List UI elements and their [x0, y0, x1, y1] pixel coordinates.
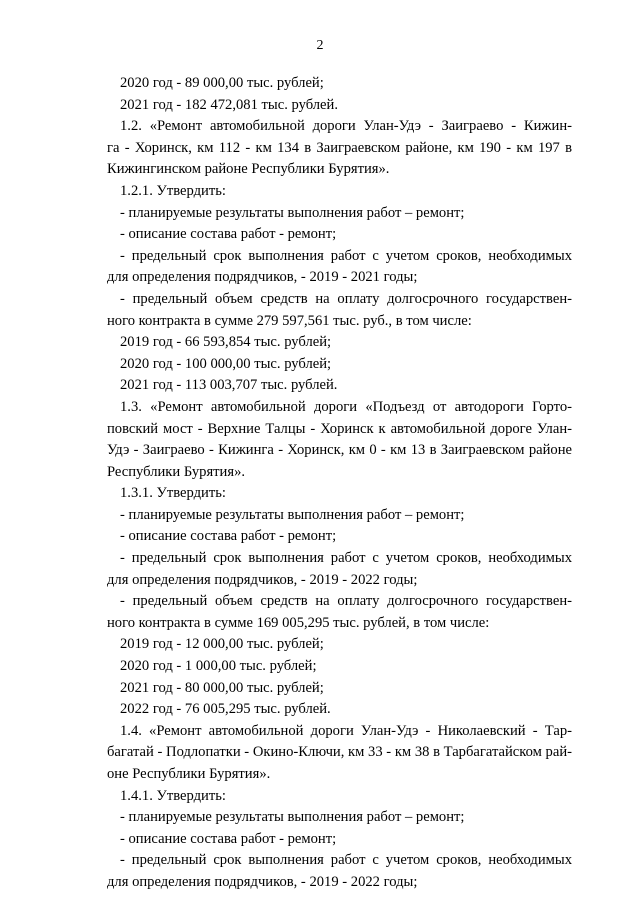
text-line: - планируемые результаты выполнения работ – ремонт;: [120, 809, 465, 826]
text-line: - предельный объем средств на оплату долгосрочного государствен-: [120, 290, 572, 307]
text-line: 2021 год - 113 003,707 тыс. рублей.: [120, 377, 338, 394]
text-line: 2020 год - 1 000,00 тыс. рублей;: [120, 658, 317, 675]
document-body: [107, 73, 572, 894]
text-line: - предельный объем средств на оплату долгосрочного государствен-: [120, 593, 572, 610]
text-line: 1.3.1. Утвердить:: [120, 485, 226, 502]
text-line: ного контракта в сумме 279 597,561 тыс. руб., в том числе:: [107, 312, 472, 329]
page-number: 2: [316, 38, 324, 53]
text-line: для определения подрядчиков, - 2019 - 2021 годы;: [107, 269, 418, 286]
text-line: - планируемые результаты выполнения работ – ремонт;: [120, 204, 465, 221]
text-line: 2020 год - 89 000,00 тыс. рублей;: [120, 75, 324, 91]
text-line: 2022 год - 76 005,295 тыс. рублей.: [120, 701, 331, 718]
text-line: - планируемые результаты выполнения работ – ремонт;: [120, 506, 465, 523]
text-line: 1.3. «Ремонт автомобильной дороги «Подъезд от автодороги Горто-: [120, 398, 572, 415]
text-line: 2021 год - 80 000,00 тыс. рублей;: [120, 679, 324, 696]
text-line: Кижингинском районе Республики Бурятия».: [107, 161, 390, 178]
text-line: - описание состава работ - ремонт;: [120, 830, 337, 847]
text-line: 2021 год - 182 472,081 тыс. рублей.: [120, 96, 338, 113]
text-line: - предельный срок выполнения работ с учетом сроков, необходимых: [120, 852, 572, 869]
text-line: для определения подрядчиков, - 2019 - 2022 годы;: [107, 571, 418, 588]
text-line: 1.2. «Ремонт автомобильной дороги Улан-Удэ - Заиграево - Кижин-: [120, 118, 572, 135]
text-line: Удэ - Заиграево - Кижинга - Хоринск, км 0 - км 13 в Заиграевском районе: [107, 442, 572, 459]
text-line: 2020 год - 100 000,00 тыс. рублей;: [120, 355, 332, 372]
text-line: га - Хоринск, км 112 - км 134 в Заиграевском районе, км 190 - км 197 в: [107, 139, 572, 156]
text-line: - предельный срок выполнения работ с учетом сроков, необходимых: [120, 550, 572, 567]
text-line: - предельный срок выполнения работ с учетом сроков, необходимых: [120, 247, 572, 264]
text-line: багатай - Подлопатки - Окино-Ключи, км 33 - км 38 в Тарбагатайском рай-: [107, 744, 572, 761]
text-line: 2019 год - 12 000,00 тыс. рублей;: [120, 636, 324, 653]
text-line: - описание состава работ - ремонт;: [120, 528, 337, 545]
text-line: 1.4. «Ремонт автомобильной дороги Улан-Удэ - Николаевский - Тар-: [120, 722, 572, 739]
text-line: 2019 год - 66 593,854 тыс. рублей;: [120, 334, 332, 351]
text-line: ного контракта в сумме 169 005,295 тыс. рублей, в том числе:: [107, 614, 490, 631]
text-line: повский мост - Верхние Талцы - Хоринск к автомобильной дороге Улан-: [107, 420, 572, 437]
text-line: - описание состава работ - ремонт;: [120, 226, 337, 243]
text-line: 1.4.1. Утвердить:: [120, 787, 226, 804]
text-line: для определения подрядчиков, - 2019 - 2022 годы;: [107, 873, 418, 890]
text-line: оне Республики Бурятия».: [107, 766, 271, 782]
text-line: 1.2.1. Утвердить:: [120, 182, 226, 199]
text-line: Республики Бурятия».: [107, 463, 246, 480]
